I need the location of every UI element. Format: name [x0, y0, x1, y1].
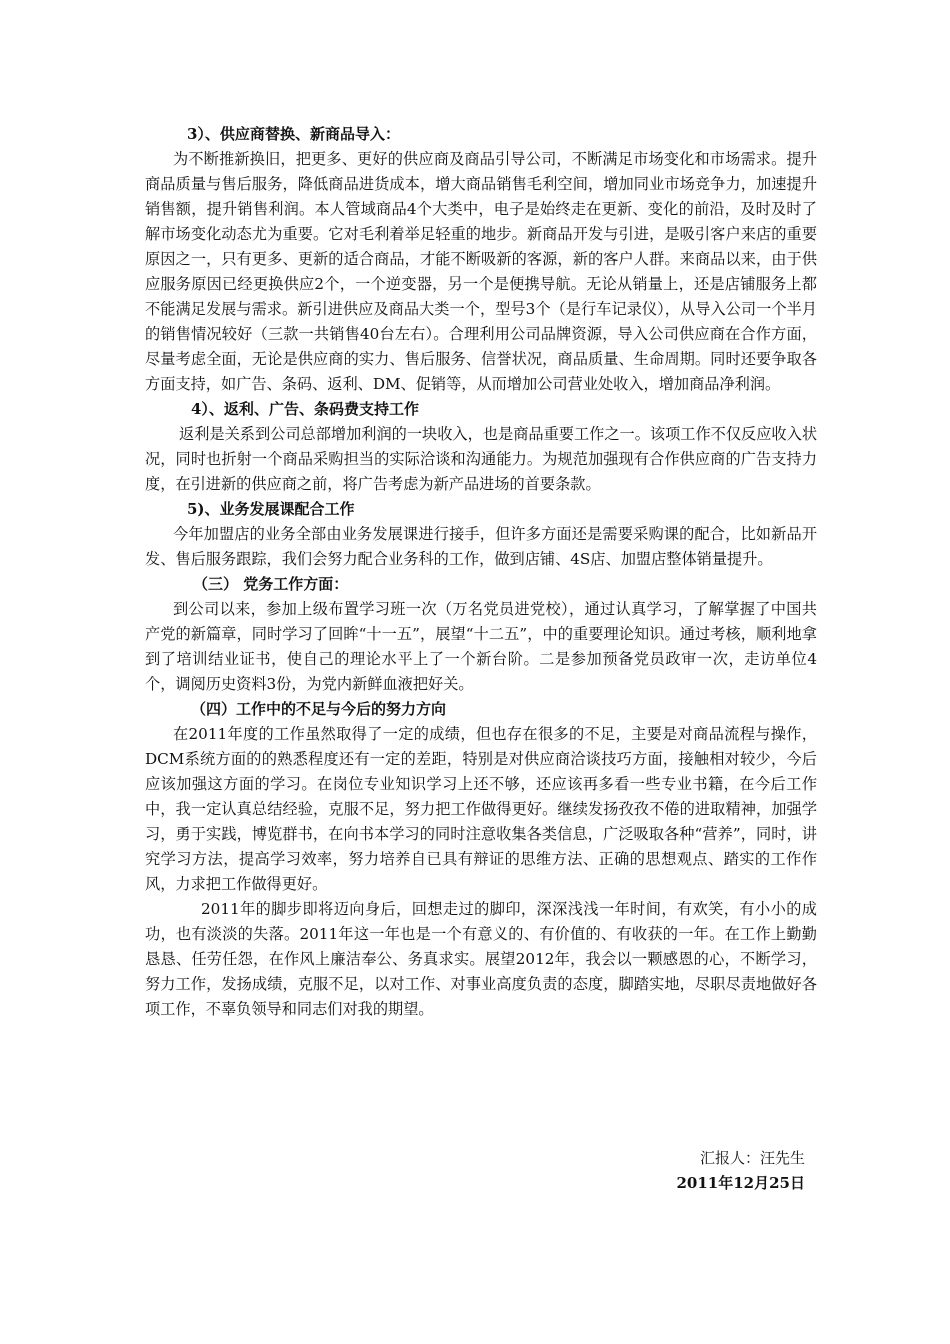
reporter-signature: 汇报人：汪先生	[699, 1149, 805, 1167]
section-heading-shortcomings: （四）工作中的不足与今后的努力方向	[191, 700, 447, 718]
report-date: 2011年12月25日	[676, 1174, 805, 1192]
paragraph-business: 今年加盟店的业务全部由业务发展课进行接手，但许多方面还是需要采购课的配合，比如新品开发、售后服务跟踪，我们会努力配合业务科的工作，做到店铺、4S店、加盟店整体销量提升。	[145, 525, 817, 568]
section-heading-business: 5)、业务发展课配合工作	[187, 500, 355, 518]
paragraph-party: 到公司以来，参加上级布置学习班一次（万名党员进党校），通过认真学习，了解掌握了中国共产党的新篇章，同时学习了回眸“十一五”，展望“十二五”，中的重要理论知识。通过考核，顺利地拿到了培训结业证书，使自己的理论水平上了一个新台阶。二是参加预备党员政审一次，走访单位4个，调阅历史资料3份，为党内新鲜血液把好关。	[145, 600, 817, 693]
section-heading-party: （三） 党务工作方面：	[193, 575, 349, 593]
paragraph-supplier: 为不断推新换旧，把更多、更好的供应商及商品引导公司，不断满足市场变化和市场需求。提升商品质量与售后服务，降低商品进货成本，增大商品销售毛利空间，增加同业市场竞争力，加速提升销售额，提升销售利润。本人管域商品4个大类中，电子是始终走在更新、变化的前沿，及时及时了解市场变化动态尤为重要。它对毛利着举足轻重的地步。新商品开发与引进，是吸引客户来店的重要原因之一，只有更多、更新的适合商品，才能不断吸新的客源，新的客户人群。来商品以来，由于供应服务原因已经更换供应2个，一个逆变器，另一个是便携导航。无论从销量上，还是店铺服务上都不能满足发展与需求。新引进供应及商品大类一个，型号3个（是行车记录仪），从导入公司一个半月的销售情况较好（三款一共销售40台左右）。合理利用公司品牌资源，导入公司供应商在合作方面，尽量考虑全面，无论是供应商的实力、售后服务、信誉状况，商品质量、生命周期。同时还要争取各方面支持，如广告、条码、返利、DM、促销等，从而增加公司营业处收入，增加商品净利润。	[145, 150, 817, 393]
paragraph-rebate: 返利是关系到公司总部增加利润的一块收入，也是商品重要工作之一。该项工作不仅反应收入状况，同时也折射一个商品采购担当的实际洽谈和沟通能力。为规范加强现有合作供应商的广告支持力度，在引进新的供应商之前，将广告考虑为新产品进场的首要条款。	[145, 425, 817, 493]
document-body	[145, 122, 817, 1022]
section-heading-supplier: 3）、供应商替换、新商品导入：	[187, 125, 400, 143]
section-heading-rebate: 4）、返利、广告、条码费支持工作	[191, 400, 419, 418]
paragraph-conclusion: 2011年的脚步即将迈向身后，回想走过的脚印，深深浅浅一年时间，有欢笑，有小小的成功，也有淡淡的失落。2011年这一年也是一个有意义的、有价值的、有收获的一年。在工作上勤勤恳恳、任劳任怨，在作风上廉洁奉公、务真求实。展望2012年，我会以一颗感恩的心，不断学习，努力工作，发扬成绩，克服不足，以对工作、对事业高度负责的态度，脚踏实地，尽职尽责地做好各项工作，不辜负领导和同志们对我的期望。	[145, 900, 817, 1018]
paragraph-shortcomings: 在2011年度的工作虽然取得了一定的成绩，但也存在很多的不足，主要是对商品流程与操作，DCM系统方面的的熟悉程度还有一定的差距，特别是对供应商洽谈技巧方面，接触相对较少，今后应该加强这方面的学习。在岗位专业知识学习上还不够，还应该再多看一些专业书籍，在今后工作中，我一定认真总结经验，克服不足，努力把工作做得更好。继续发扬孜孜不倦的进取精神，加强学习，勇于实践，博览群书，在向书本学习的同时注意收集各类信息，广泛吸取各种“营养”，同时，讲究学习方法，提高学习效率，努力培养自已具有辩证的思维方法、正确的思想观点、踏实的工作作风，力求把工作做得更好。	[145, 725, 817, 893]
